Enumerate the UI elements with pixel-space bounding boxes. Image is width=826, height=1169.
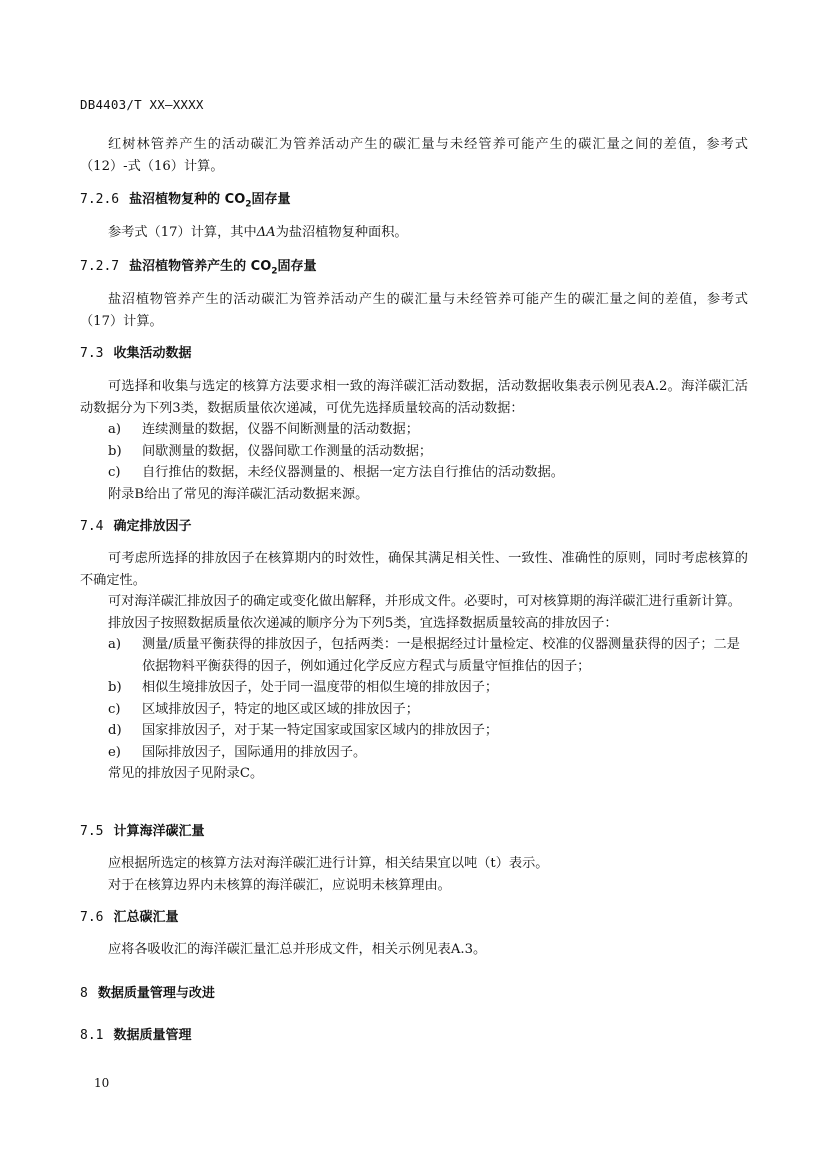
paragraph-7-2-7: 盐沼植物管养产生的活动碳汇为管养活动产生的碳汇量与未经管养可能产生的碳汇量之间的差值，参考式（17）计算。 [80, 292, 748, 329]
paragraph-mangrove: 红树林管养产生的活动碳汇为管养活动产生的碳汇量与未经管养可能产生的碳汇量之间的差值，参考式（12）-式（16）计算。 [80, 137, 748, 174]
page-number: 10 [94, 1076, 110, 1090]
heading-8-1: 8.1 数据质量管理 [80, 1028, 192, 1043]
section-7-3-body: 可选择和收集与选定的核算方法要求相一致的海洋碳汇活动数据，活动数据收集表示例见表A.2。海洋碳汇活动数据分为下列3类，数据质量依次递减，可优先选择质量较高的活动数据： a) 连续测量的数据，仪器不间断测量的活动数据； b) 间歇测量的数据，仪器间歇工作测量的活动数据； c) 自行推估的数据，未经仪器测量的、根据一定方法自行推估的活动数据。 附录B给出了常见的海洋碳汇活动数据来源。 [80, 379, 748, 502]
heading-7-2-7: 7.2.7 盐沼植物管养产生的 $CO_2$固存量 [80, 259, 317, 277]
section-7-5-body: 应根据所选定的核算方法对海洋碳汇进行计算，相关结果宜以吨（t）表示。 对于在核算边界内未核算的海洋碳汇，应说明未核算理由。 [108, 856, 549, 893]
list-item: a) 连续测量的数据，仪器不间断测量的活动数据； [108, 422, 419, 437]
list-item: e) 国际排放因子，国际通用的排放因子。 [108, 744, 367, 760]
heading-7-5: 7.5 计算海洋碳汇量 [80, 824, 205, 839]
heading-8: 8 数据质量管理与改进 [80, 986, 215, 1001]
list-item: b) 相似生境排放因子，处于同一温度带的相似生境的排放因子； [108, 680, 499, 695]
list-item: d) 国家排放因子，对于某一特定国家或国家区域内的排放因子； [108, 723, 499, 738]
heading-7-4: 7.4 确定排放因子 [80, 519, 192, 534]
heading-7-2-6: 7.2.6 盐沼植物复种的 $CO_2$固存量 [80, 192, 291, 210]
heading-7-3: 7.3 收集活动数据 [80, 346, 192, 361]
standard-header: DB4403/T XX—XXXX [80, 97, 204, 112]
list-item: a) 测量/质量平衡获得的排放因子，包括两类：一是根据经过计量检定、校准的仪器测量获得的因子；二是依据物料平衡获得的因子，例如通过化学反应方程式与质量守恒推估的因子； [108, 637, 740, 674]
list-item: c) 区域排放因子，特定的地区或区域的排放因子； [108, 701, 419, 717]
area-symbol: ΔA [256, 225, 276, 240]
list-item: b) 间歇测量的数据，仪器间歇工作测量的活动数据； [108, 443, 433, 459]
heading-7-6: 7.6 汇总碳汇量 [80, 910, 179, 925]
list-item: c) 自行推估的数据，未经仪器测量的、根据一定方法自行推估的活动数据。 [108, 465, 564, 480]
paragraph-7-2-6: 参考式（17）计算，其中ΔA为盐沼植物复种面积。 [108, 225, 408, 240]
section-7-4-body: 可考虑所选择的排放因子在核算期内的时效性，确保其满足相关性、一致性、准确性的原则，同时考虑核算的不确定性。 可对海洋碳汇排放因子的确定或变化做出解释，并形成文件。必要时，可对核算期的海洋碳汇进行重新计算。 排放因子按照数据质量依次递减的顺序分为下列5类，宜选择数据质量较高的排放因子： a) 测量/质量平衡获得的排放因子，包括两类：一是根据经过计量检定、校准的仪器测量获得的因子；二是依据物料平衡获得的因子，例如通过化学反应方程式与质量守恒推估的因子； b) 相似生境排放因子，处于同一温度带的相似生境的排放因子； c) 区域排放因子，特定的地区或区域的排放因子； d) 国家排放因子，对于某一特定国家或国家区域内的排放因子； e) 国际排放因子，国际通用的排放因子。 常见的排放因子见附录C。 [80, 551, 748, 781]
section-7-6-body: 应将各吸收汇的海洋碳汇量汇总并形成文件，相关示例见表A.3。 [108, 942, 487, 957]
